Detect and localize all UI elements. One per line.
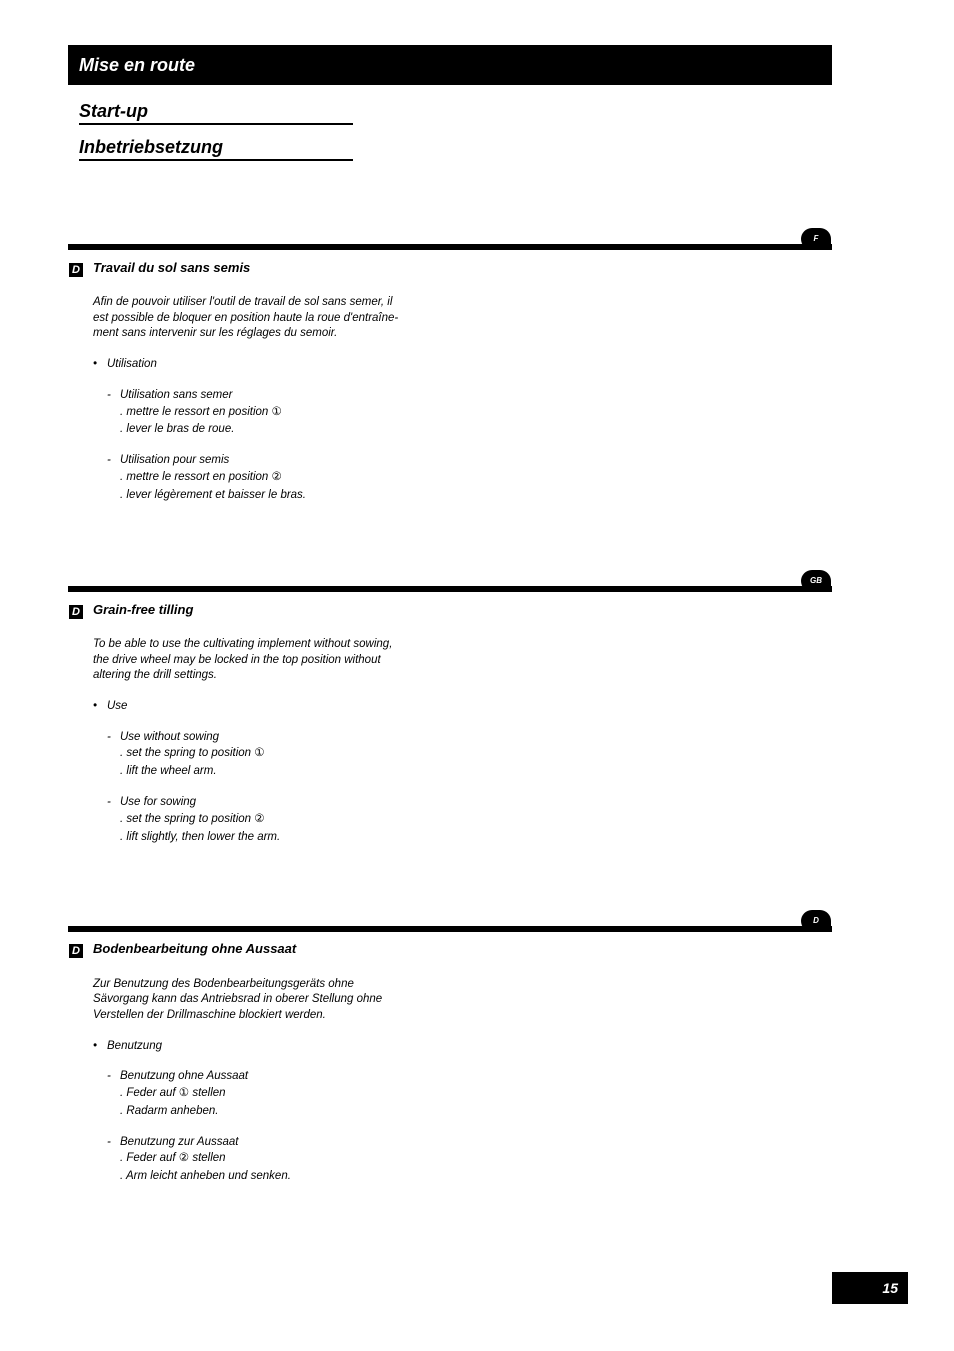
drill-icon: D: [69, 944, 83, 958]
intro-line: ment sans intervenir sur les réglages du semoir.: [93, 327, 338, 339]
section-heading: Travail du sol sans semis: [93, 260, 251, 275]
intro-line: Afin de pouvoir utiliser l'outil de travail de sol sans semer, il: [93, 296, 393, 308]
case-title: Utilisation pour semis: [120, 454, 230, 466]
page-title-bar: [68, 45, 832, 85]
case-title: Use without sowing: [120, 731, 220, 743]
language-tab-f: F: [801, 228, 831, 250]
dash-symbol: -: [107, 1070, 111, 1082]
step-item: . Radarm anheben.: [120, 1105, 219, 1117]
step-item: . lift slightly, then lower the arm.: [120, 831, 281, 843]
step-item: . Feder auf ② stellen: [120, 1152, 226, 1164]
bullet-item: Use: [107, 700, 128, 712]
step-item: . lever le bras de roue.: [120, 423, 235, 435]
section-heading: Grain-free tilling: [93, 602, 194, 617]
bullet-item: Benutzung: [107, 1040, 162, 1052]
page-number: 15: [882, 1280, 898, 1296]
case-title: Benutzung ohne Aussaat: [120, 1070, 249, 1082]
bullet-symbol: •: [93, 358, 98, 370]
case-title: Utilisation sans semer: [120, 389, 233, 401]
page-title: Mise en route: [79, 55, 196, 75]
step-item: . lift the wheel arm.: [120, 765, 217, 777]
intro-line: Zur Benutzung des Bodenbearbeitungsgeräts ohne: [93, 978, 354, 990]
drill-icon: D: [69, 263, 83, 277]
step-item: . set the spring to position ②: [120, 813, 265, 825]
intro-line: To be able to use the cultivating implement without sowing,: [93, 638, 393, 650]
section-divider: [68, 586, 832, 592]
dash-symbol: -: [107, 389, 111, 401]
step-item: . mettre le ressort en position ②: [120, 471, 282, 483]
dash-symbol: -: [107, 731, 111, 743]
case-title: Use for sowing: [120, 796, 197, 808]
language-tab-d: D: [801, 910, 831, 932]
step-item: . Arm leicht anheben und senken.: [120, 1170, 291, 1182]
intro-line: the drive wheel may be locked in the top position without: [93, 654, 381, 666]
bullet-symbol: •: [93, 700, 98, 712]
bullet-item: Utilisation: [107, 358, 157, 370]
step-item: . mettre le ressort en position ①: [120, 406, 282, 418]
section-heading: Bodenbearbeitung ohne Aussaat: [93, 941, 297, 956]
dash-symbol: -: [107, 1136, 111, 1148]
intro-line: altering the drill settings.: [93, 669, 218, 681]
section-divider: [68, 244, 832, 250]
page-number-box: [832, 1272, 908, 1304]
section-divider: [68, 926, 832, 932]
language-tab-gb: GB: [801, 570, 831, 592]
step-item: . set the spring to position ①: [120, 747, 265, 759]
subtitle-german: Inbetriebsetzung: [79, 136, 353, 161]
intro-line: est possible de bloquer en position haute la roue d'entraîne-: [93, 312, 399, 324]
subtitle-english: Start-up: [79, 100, 353, 125]
dash-symbol: -: [107, 796, 111, 808]
case-title: Benutzung zur Aussaat: [120, 1136, 239, 1148]
step-item: . lever légèrement et baisser le bras.: [120, 489, 307, 501]
intro-line: Verstellen der Drillmaschine blockiert werden.: [93, 1009, 326, 1021]
bullet-symbol: •: [93, 1040, 98, 1052]
step-item: . Feder auf ① stellen: [120, 1087, 226, 1099]
dash-symbol: -: [107, 454, 111, 466]
intro-line: Sävorgang kann das Antriebsrad in oberer Stellung ohne: [93, 993, 383, 1005]
drill-icon: D: [69, 605, 83, 619]
